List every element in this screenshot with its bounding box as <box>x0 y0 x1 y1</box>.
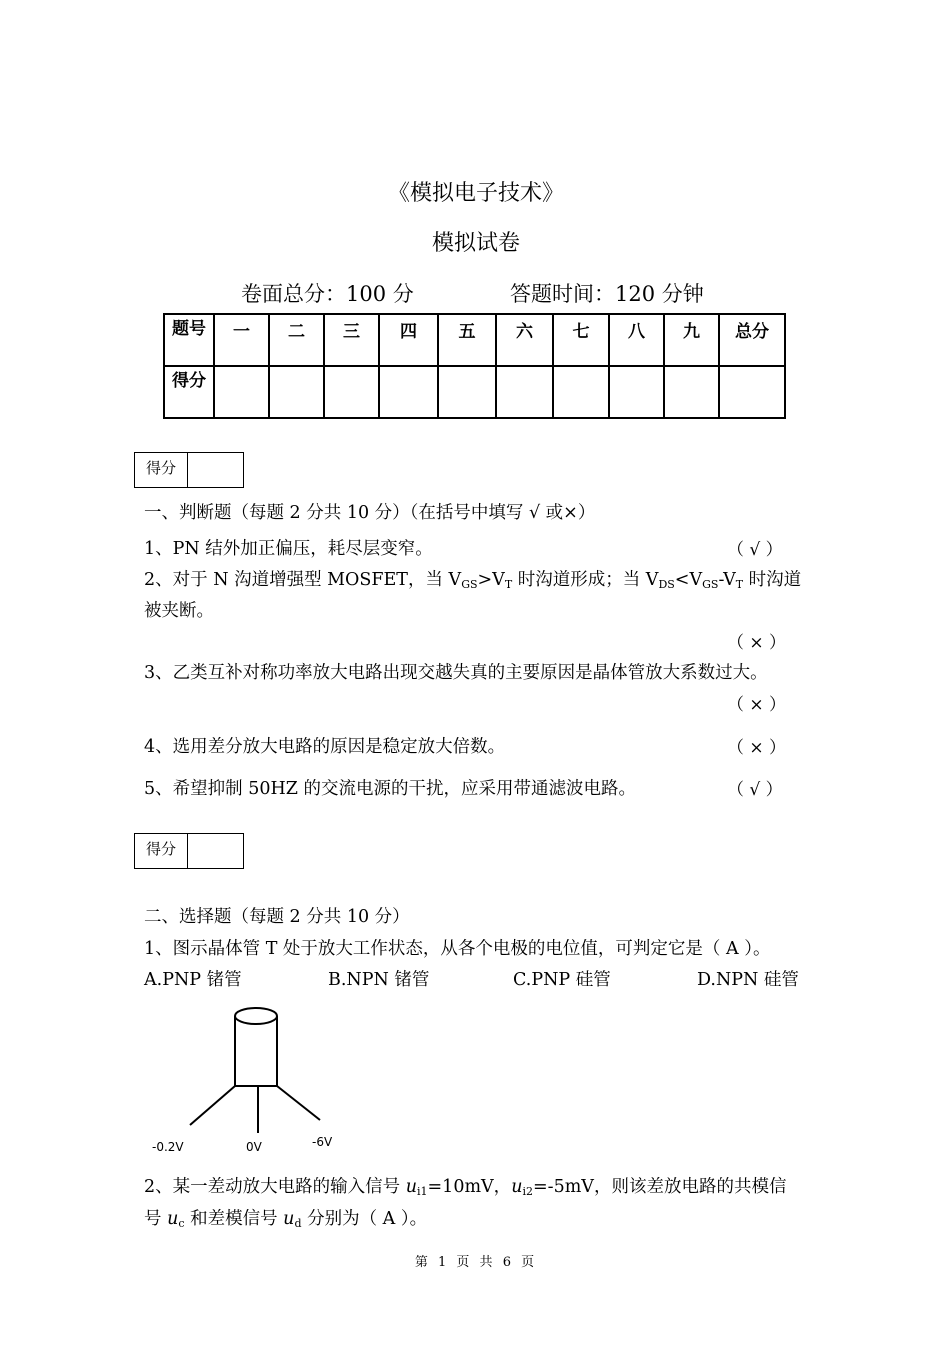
label-minus-0.2v: -0.2V <box>152 1140 184 1154</box>
q2-1-text: 1、图示晶体管 T 处于放大工作状态，从各个电极的电位值，可判定它是（ A ）。 <box>144 939 771 959</box>
option-b: B.NPN 锗管 <box>328 970 430 990</box>
score-table-score-row <box>164 366 785 418</box>
score-cell[interactable] <box>664 366 719 418</box>
col-6: 六 <box>496 314 553 366</box>
col-2: 二 <box>269 314 324 366</box>
q2-2-text-line2: 号 $u_c$ 和差模信号 $u_d$ 分别为（ A ）。 <box>144 1209 428 1230</box>
option-c: C.PNP 硅管 <box>513 970 611 990</box>
col-7: 七 <box>553 314 609 366</box>
q1-4-text: 4、选用差分放大电路的原因是稳定放大倍数。 <box>144 737 506 757</box>
q1-4-answer: （ × ） <box>727 738 787 758</box>
q1-2-answer: （ × ） <box>727 633 787 653</box>
transistor-figure <box>140 1000 360 1160</box>
option-a: A.PNP 锗管 <box>144 970 242 990</box>
q1-2-text: 2、对于 N 沟道增强型 MOSFET，当 $V_{GS}>V_T$ 时沟道形成；当 $V_{DS}<V_{GS}-V_T$ 时沟道 <box>144 570 802 591</box>
score-table-header-row <box>164 314 785 366</box>
row-label-question-number: 题号 <box>164 314 214 366</box>
section1-heading: 一、判断题（每题 2 分共 10 分）（在括号中填写 √ 或×） <box>144 503 596 523</box>
total-score-label: 卷面总分：100 分 <box>241 282 414 306</box>
score-box-label: 得分 <box>135 453 188 487</box>
option-d: D.NPN 硅管 <box>697 970 799 990</box>
score-cell[interactable] <box>496 366 553 418</box>
transistor-top-ellipse <box>235 1008 277 1024</box>
lead-right <box>277 1086 320 1120</box>
section2-score-box[interactable] <box>134 833 244 869</box>
page-footer: 第 1 页 共 6 页 <box>414 1255 538 1270</box>
col-9: 九 <box>664 314 719 366</box>
score-cell[interactable] <box>719 366 785 418</box>
exam-title: 《模拟电子技术》 <box>387 181 564 206</box>
q2-2-text: 2、某一差动放大电路的输入信号 $u_{i1}=10mV$，$u_{i2}=-5mV$，则该差放电路的共模信 <box>144 1177 787 1198</box>
col-1: 一 <box>214 314 269 366</box>
col-4: 四 <box>379 314 438 366</box>
q1-1-answer: （ √ ） <box>727 540 783 560</box>
score-cell[interactable] <box>609 366 664 418</box>
score-cell[interactable] <box>553 366 609 418</box>
label-minus-6v: -6V <box>312 1135 333 1149</box>
col-total: 总分 <box>719 314 785 366</box>
col-5: 五 <box>438 314 496 366</box>
score-cell[interactable] <box>269 366 324 418</box>
exam-subtitle: 模拟试卷 <box>431 231 520 256</box>
score-box-label: 得分 <box>135 834 188 868</box>
q1-3-answer: （ × ） <box>727 695 787 715</box>
score-cell[interactable] <box>379 366 438 418</box>
score-cell[interactable] <box>214 366 269 418</box>
section2-heading: 二、选择题（每题 2 分共 10 分） <box>144 907 410 927</box>
col-8: 八 <box>609 314 664 366</box>
q1-5-answer: （ √ ） <box>727 780 783 800</box>
q1-1-text: 1、PN 结外加正偏压，耗尽层变窄。 <box>144 539 433 559</box>
q1-5-text: 5、希望抑制 50HZ 的交流电源的干扰，应采用带通滤波电路。 <box>144 779 636 799</box>
exam-time-label: 答题时间：120 分钟 <box>510 282 704 306</box>
lead-left <box>190 1086 235 1125</box>
label-0v: 0V <box>246 1140 262 1154</box>
col-3: 三 <box>324 314 379 366</box>
row-label-score: 得分 <box>164 366 214 418</box>
score-cell[interactable] <box>324 366 379 418</box>
score-cell[interactable] <box>438 366 496 418</box>
q1-2-text-line2: 被夹断。 <box>144 601 214 621</box>
section1-score-box[interactable] <box>134 452 244 488</box>
q1-3-text: 3、乙类互补对称功率放大电路出现交越失真的主要原因是晶体管放大系数过大。 <box>144 663 768 683</box>
score-table <box>163 313 786 419</box>
